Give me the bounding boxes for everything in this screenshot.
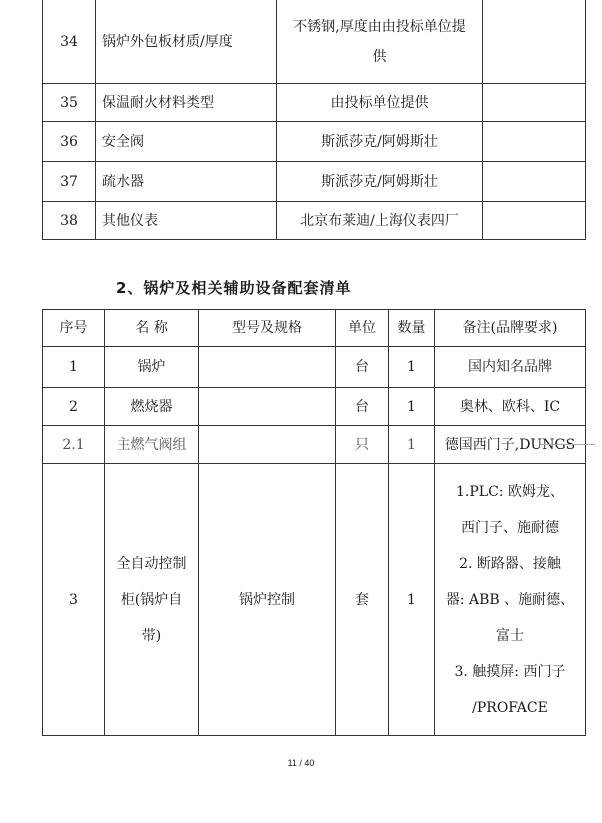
table-row [43, 202, 586, 240]
empty-cell [483, 202, 586, 240]
item-value: 不锈钢,厚度由由投标单位提 供 [277, 0, 483, 84]
row-note: 1.PLC: 欧姆龙、 西门子、施耐德 2. 断路器、接触 器: ABB 、施耐德、 富士 3. 触摸屏: 西门子 /PROFACE [435, 464, 586, 736]
row-spec [199, 347, 336, 388]
header-spec: 型号及规格 [199, 310, 336, 347]
row-quantity: 1 [389, 388, 435, 426]
header-quantity: 数量 [389, 310, 435, 347]
row-number: 37 [43, 162, 96, 202]
table-row [43, 84, 586, 122]
row-quantity: 1 [389, 347, 435, 388]
table-row [43, 426, 586, 464]
empty-cell [483, 122, 586, 162]
row-number: 34 [43, 0, 96, 84]
row-number: 3 [43, 464, 105, 736]
item-value: 斯派莎克/阿姆斯壮 [277, 162, 483, 202]
scan-line [540, 444, 595, 445]
item-value: 北京布莱迪/上海仪表四厂 [277, 202, 483, 240]
row-note: 国内知名品牌 [435, 347, 586, 388]
empty-cell [483, 0, 586, 84]
empty-cell [483, 84, 586, 122]
row-number: 2.1 [43, 426, 105, 464]
table-row [43, 0, 586, 84]
row-number: 36 [43, 122, 96, 162]
row-number: 38 [43, 202, 96, 240]
item-name: 其他仪表 [96, 202, 277, 240]
row-unit: 台 [336, 347, 389, 388]
row-name: 燃烧器 [105, 388, 199, 426]
item-value: 由投标单位提供 [277, 84, 483, 122]
header-note: 备注(品牌要求) [435, 310, 586, 347]
row-number: 35 [43, 84, 96, 122]
row-number: 1 [43, 347, 105, 388]
table-header-row [43, 310, 586, 347]
row-note: 奥林、欧科、IC [435, 388, 586, 426]
row-quantity: 1 [389, 426, 435, 464]
row-name: 全自动控制 柜(锅炉自 带) [105, 464, 199, 736]
row-unit: 只 [336, 426, 389, 464]
section-heading: 2、锅炉及相关辅助设备配套清单 [116, 279, 352, 297]
table-row [43, 464, 586, 736]
item-name: 疏水器 [96, 162, 277, 202]
page-number: 11 / 40 [287, 758, 315, 768]
row-number: 2 [43, 388, 105, 426]
row-quantity: 1 [389, 464, 435, 736]
item-name: 锅炉外包板材质/厚度 [96, 0, 277, 84]
row-unit: 台 [336, 388, 389, 426]
row-name: 主燃气阀组 [105, 426, 199, 464]
row-spec [199, 426, 336, 464]
row-name: 锅炉 [105, 347, 199, 388]
header-number: 序号 [43, 310, 105, 347]
specs-table-continued [42, 0, 586, 240]
item-value: 斯派莎克/阿姆斯壮 [277, 122, 483, 162]
header-unit: 单位 [336, 310, 389, 347]
table-row [43, 122, 586, 162]
row-spec: 锅炉控制 [199, 464, 336, 736]
table-row [43, 388, 586, 426]
table-row [43, 347, 586, 388]
empty-cell [483, 162, 586, 202]
header-name: 名 称 [105, 310, 199, 347]
item-name: 保温耐火材料类型 [96, 84, 277, 122]
equipment-list-table [42, 309, 586, 736]
row-unit: 套 [336, 464, 389, 736]
row-spec [199, 388, 336, 426]
row-note: 德国西门子,DUNGS [435, 426, 586, 464]
table-row [43, 162, 586, 202]
item-name: 安全阀 [96, 122, 277, 162]
